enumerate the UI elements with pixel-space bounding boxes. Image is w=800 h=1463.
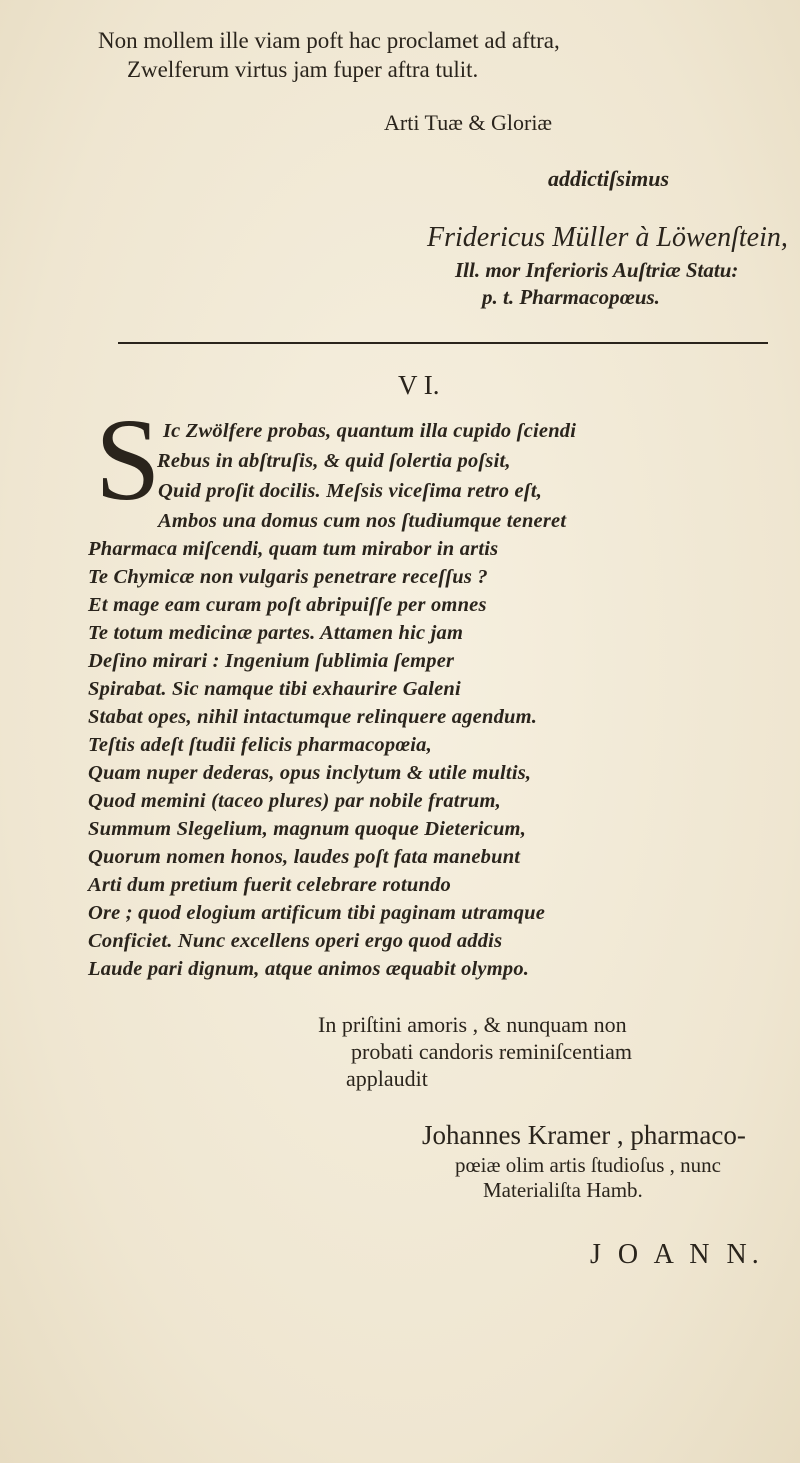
closing-line-1: In priſtini amoris , & nunquam non	[318, 1012, 627, 1037]
top-verse-2: Zwelferum virtus jam fuper aftra tulit.	[127, 57, 479, 82]
poem-line-1: Ic Zwölfere probas, quantum illa cupido ſciendi	[163, 420, 577, 442]
dedication-line-1: Arti Tuæ & Gloriæ	[384, 110, 553, 135]
signature-line-3: Materialiſta Hamb.	[483, 1178, 643, 1202]
poem-line-13: Quam nuper dederas, opus inclytum & utile multis,	[88, 762, 532, 784]
drop-cap: S	[95, 394, 161, 525]
poem-line-12: Teſtis adeſt ſtudii felicis pharmacopœia,	[88, 734, 432, 756]
poem-line-10: Spirabat. Sic namque tibi exhaurire Galeni	[88, 678, 461, 700]
closing-line-3: applaudit	[346, 1066, 428, 1091]
closing-line-2: probati candoris reminiſcentiam	[351, 1039, 633, 1064]
poem-line-2: Rebus in abſtruſis, & quid ſolertia poſsit,	[157, 450, 511, 472]
section-number: V I.	[398, 370, 440, 400]
section-divider	[118, 342, 768, 344]
author-office-1: Ill. mor Inferioris Auſtriæ Statu:	[455, 258, 739, 282]
poem-line-5: Pharmaca miſcendi, quam tum mirabor in artis	[88, 538, 499, 560]
poem-line-6: Te Chymicæ non vulgaris penetrare receſſus ?	[88, 566, 488, 588]
poem-line-9: Deſino mirari : Ingenium ſublimia ſemper	[88, 650, 455, 672]
poem-line-18: Ore ; quod elogium artificum tibi paginam utramque	[88, 902, 546, 924]
poem-line-19: Conficiet. Nunc excellens operi ergo quod addis	[88, 930, 503, 952]
poem-line-16: Quorum nomen honos, laudes poſt fata manebunt	[88, 846, 521, 868]
top-verse-1: Non mollem ille viam poft hac proclamet ad aftra,	[98, 28, 560, 53]
poem-line-3: Quid proſit docilis. Meſsis viceſima retro eſt,	[158, 480, 543, 502]
poem-line-7: Et mage eam curam poſt abripuiſſe per omnes	[88, 594, 487, 616]
poem-line-15: Summum Slegelium, magnum quoque Dietericum,	[88, 818, 527, 840]
poem-line-14: Quod memini (taceo plures) par nobile fratrum,	[88, 790, 501, 812]
signature-line-2: pœiæ olim artis ſtudioſus , nunc	[455, 1153, 721, 1177]
signature-line-1: Johannes Kramer , pharmaco-	[422, 1120, 746, 1150]
poem-line-8: Te totum medicinæ partes. Attamen hic jam	[88, 622, 464, 644]
poem-line-11: Stabat opes, nihil intactumque relinquere agendum.	[88, 706, 538, 728]
poem-line-20: Laude pari dignum, atque animos æquabit olympo.	[88, 958, 530, 980]
author-name: Fridericus Müller à Löwenſtein,	[427, 222, 788, 253]
poem-line-4: Ambos una domus cum nos ſtudiumque teneret	[158, 510, 567, 532]
dedication-line-2: addictiſsimus	[548, 166, 670, 191]
author-office-2: p. t. Pharmacopœus.	[482, 285, 660, 309]
poem-line-17: Arti dum pretium fuerit celebrare rotundo	[88, 874, 451, 896]
catchword: J O A N N.	[590, 1239, 764, 1270]
